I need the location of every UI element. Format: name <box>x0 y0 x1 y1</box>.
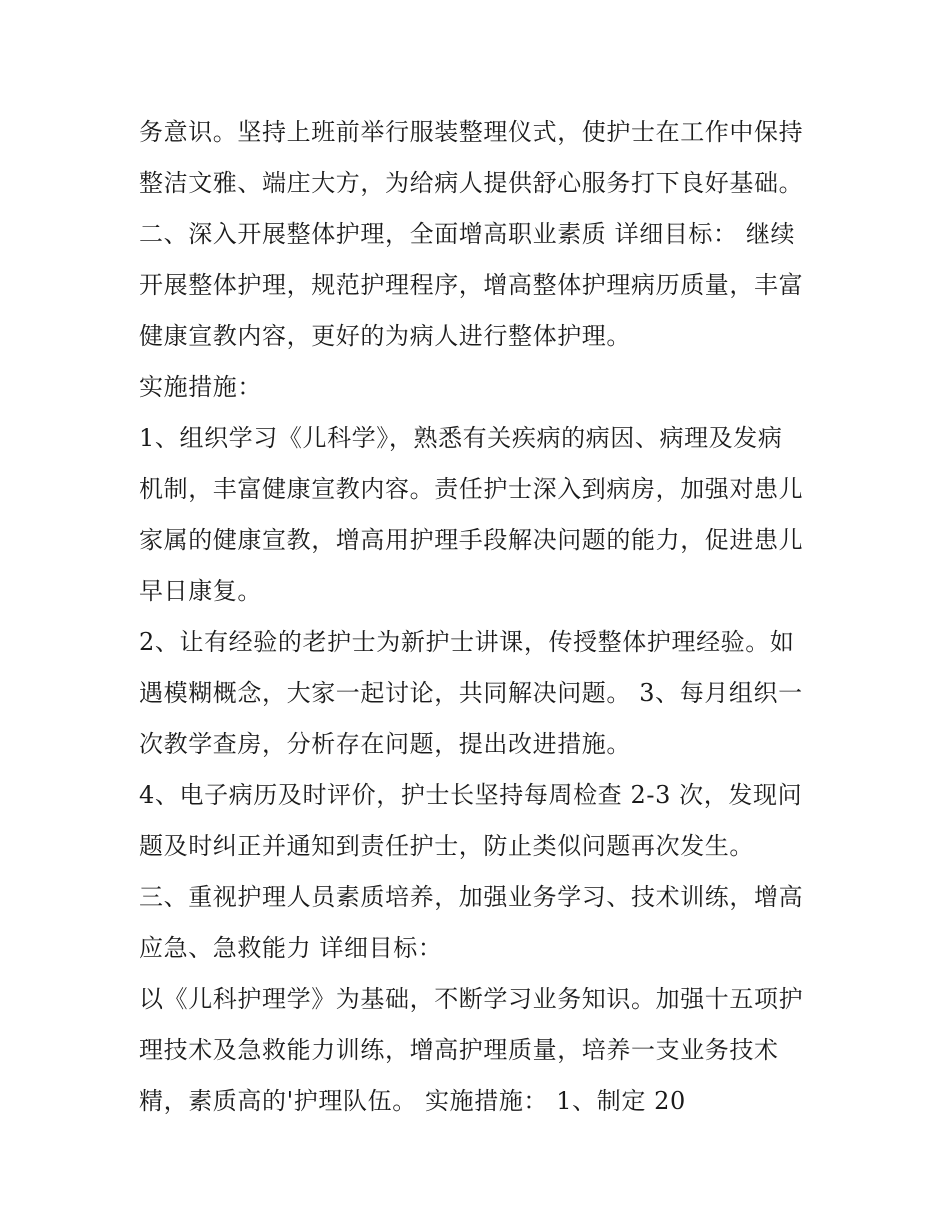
text-line: 2、让有经验的老护士为新护士讲课，传授整体护理经验。如 <box>139 628 795 656</box>
text-line: 整洁文雅、端庄大方，为给病人提供舒心服务打下良好基础。 <box>139 169 804 197</box>
text-line: 二、深入开展整体护理，全面增高职业素质 详细目标： 继续 <box>139 220 796 248</box>
text-line: 理技术及急救能力训练，增高护理质量，培养一支业务技术 <box>139 1036 779 1064</box>
text-line: 开展整体护理，规范护理程序，增高整体护理病历质量，丰富 <box>139 271 804 299</box>
text-line: 1、组织学习《儿科学》，熟悉有关疾病的病因、病理及发病 <box>139 424 783 452</box>
text-line: 务意识。坚持上班前举行服装整理仪式，使护士在工作中保持 <box>139 118 804 146</box>
text-line: 遇模糊概念，大家一起讨论，共同解决问题。 3、每月组织一 <box>139 679 803 707</box>
text-line: 健康宣教内容，更好的为病人进行整体护理。 <box>139 322 631 350</box>
document-body <box>139 107 829 1127</box>
text-line: 三、重视护理人员素质培养，加强业务学习、技术训练，增高 <box>139 883 804 911</box>
text-line: 4、电子病历及时评价，护士长坚持每周检查 2-3 次，发现问 <box>139 781 803 809</box>
text-line: 精，素质高的'护理队伍。 实施措施： 1、制定 20 <box>139 1087 686 1115</box>
text-line: 次教学查房，分析存在问题，提出改进措施。 <box>139 730 631 758</box>
text-line: 题及时纠正并通知到责任护士，防止类似问题再次发生。 <box>139 832 754 860</box>
text-line: 机制，丰富健康宣教内容。责任护士深入到病房，加强对患儿 <box>139 475 804 503</box>
text-line: 应急、急救能力 详细目标： <box>139 934 443 962</box>
text-line: 早日康复。 <box>139 577 262 605</box>
text-line: 以《儿科护理学》为基础，不断学习业务知识。加强十五项护 <box>139 985 804 1013</box>
text-line: 实施措施： <box>139 373 262 401</box>
text-line: 家属的健康宣教，增高用护理手段解决问题的能力，促进患儿 <box>139 526 804 554</box>
